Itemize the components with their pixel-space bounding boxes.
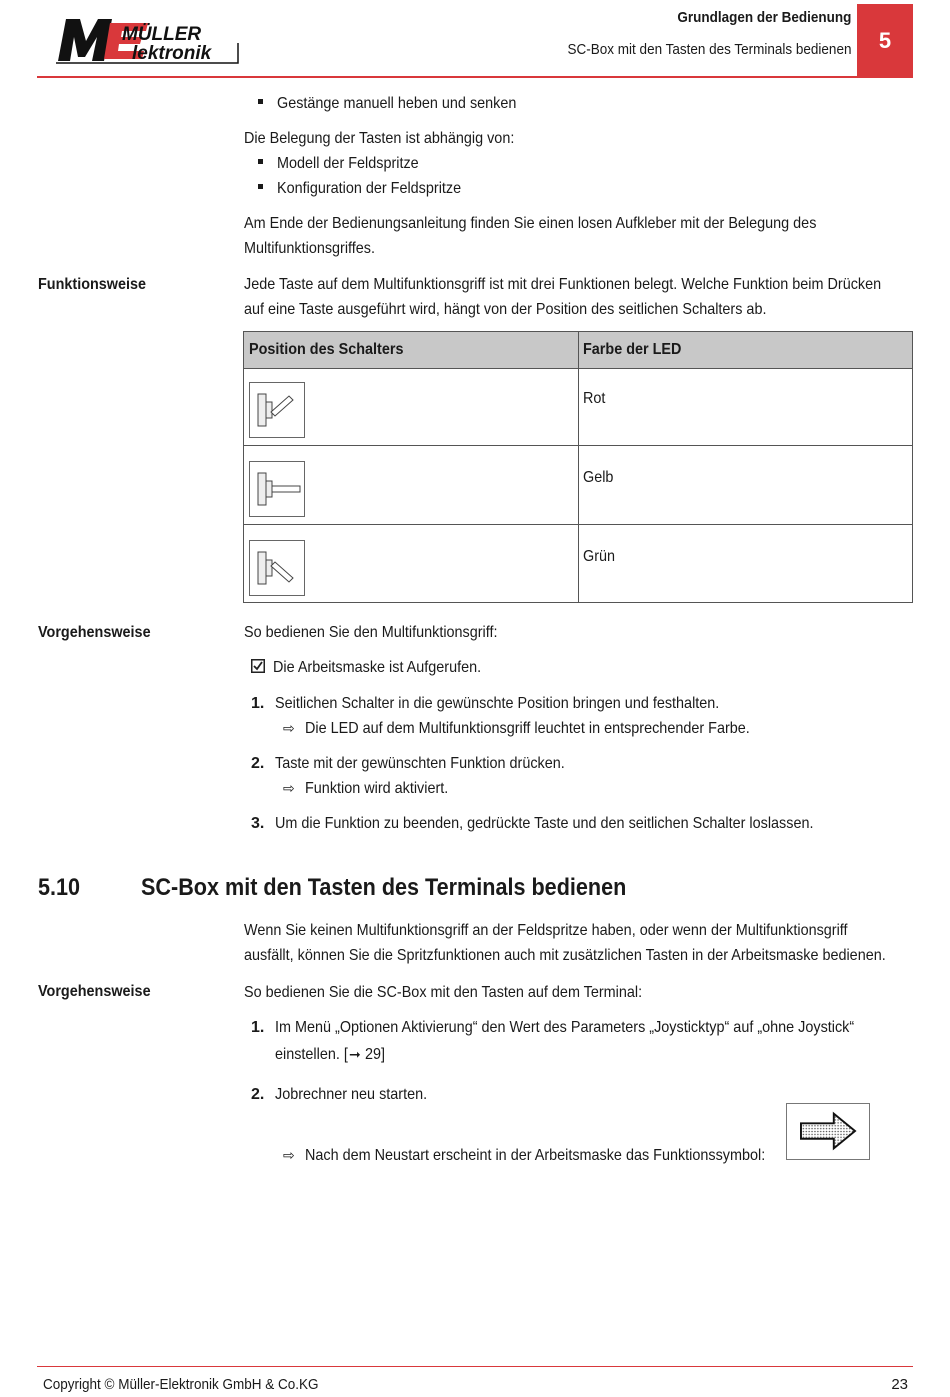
bullet-icon [258, 184, 263, 189]
result-arrow-icon: ⇨ [283, 780, 295, 796]
footer-divider [37, 1366, 913, 1367]
sticker-text: Am Ende der Bedienungsanleitung finden Sie einen losen Aufkleber mit der Belegung des [244, 215, 817, 232]
side-label-funktionsweise: Funktionsweise [38, 276, 147, 293]
table-header-position: Position des Schalters [249, 341, 404, 358]
table-header-led: Farbe der LED [583, 341, 682, 358]
section-intro: ausfällt, können Sie die Spritzfunktionen auch mit zusätzlichen Tasten in der Arbeitsmaske bedienen. [244, 947, 886, 964]
page-number: 23 [891, 1376, 908, 1393]
precondition: Die Arbeitsmaske ist Aufgerufen. [251, 655, 504, 680]
page-reference-link[interactable]: ➞ 29] [348, 1046, 386, 1063]
procedure-intro: So bedienen Sie den Multifunktionsgriff: [244, 624, 498, 641]
side-label-vorgehensweise-2: Vorgehensweise [38, 983, 151, 1000]
reference-arrow-icon: ➞ [348, 1046, 361, 1062]
sticker-text: Multifunktionsgriffes. [244, 240, 375, 257]
side-label-vorgehensweise: Vorgehensweise [38, 624, 151, 641]
function-text: auf eine Taste ausgeführt wird, hängt von der Position des seitlichen Schalters ab. [244, 301, 767, 318]
result-arrow-icon: ⇨ [283, 720, 295, 736]
result-arrow-icon: ⇨ [283, 1147, 295, 1163]
header-chapter-title: Grundlagen der Bedienung [676, 9, 851, 26]
depends-text: Die Belegung der Tasten ist abhängig von: [244, 130, 515, 147]
step-item: 3. Um die Funktion zu beenden, gedrückte Taste und den seitlichen Schalter loslassen. [251, 815, 814, 832]
section-intro: Wenn Sie keinen Multifunktionsgriff an der Feldspritze haben, oder wenn der Multifunktionsgriff [244, 922, 848, 939]
header-divider [37, 76, 913, 78]
svg-text:lektronik: lektronik [132, 43, 212, 64]
function-text: Jede Taste auf dem Multifunktionsgriff ist mit drei Funktionen belegt. Welche Funktion beim Drücken [244, 276, 882, 293]
list-item: Modell der Feldspritze [258, 151, 434, 176]
step-result: ⇨ Funktion wird aktiviert. [283, 776, 464, 801]
chapter-number-badge: 5 [857, 4, 913, 78]
mueller-elektronik-logo [52, 13, 244, 65]
list-item: Gestänge manuell heben und senken [258, 91, 543, 116]
step-item: 1. Im Menü „Optionen Aktivierung“ den Wert des Parameters „Joysticktyp“ auf „ohne Joystick“ [251, 1019, 855, 1036]
checkbox-checked-icon [251, 659, 265, 673]
step-result: ⇨ Die LED auf dem Multifunktionsgriff leuchtet in entsprechender Farbe. [283, 716, 799, 741]
step-item: 2. Taste mit der gewünschten Funktion drücken. [251, 755, 565, 772]
footer-copyright: Copyright © Müller-Elektronik GmbH & Co.KG [43, 1376, 319, 1393]
svg-text:MÜLLER: MÜLLER [122, 24, 202, 45]
procedure-intro: So bedienen Sie die SC-Box mit den Tasten auf dem Terminal: [244, 984, 643, 1001]
function-symbol-arrow-icon [786, 1103, 870, 1160]
step-item: 1. Seitlichen Schalter in die gewünschte Position bringen und festhalten. [251, 695, 720, 712]
header-section-title: SC-Box mit den Tasten des Terminals bedienen [567, 41, 851, 58]
bullet-icon [258, 159, 263, 164]
switch-middle-icon [249, 461, 305, 517]
step-result: ⇨ Nach dem Neustart erscheint in der Arbeitsmaske das Funktionssymbol: [283, 1143, 816, 1168]
list-item: Konfiguration der Feldspritze [258, 176, 482, 201]
switch-led-table [243, 331, 913, 603]
step-item-continued: einstellen. [➞ 29] [275, 1042, 387, 1067]
step-item: 2. Jobrechner neu starten. [251, 1086, 428, 1103]
led-color-rot: Rot [583, 390, 606, 407]
section-heading: 5.10 SC-Box mit den Tasten des Terminals bedienen [38, 874, 627, 901]
led-color-gelb: Gelb [583, 469, 614, 486]
bullet-icon [258, 99, 263, 104]
switch-up-icon [249, 382, 305, 438]
led-color-gruen: Grün [583, 548, 616, 565]
switch-down-icon [249, 540, 305, 596]
